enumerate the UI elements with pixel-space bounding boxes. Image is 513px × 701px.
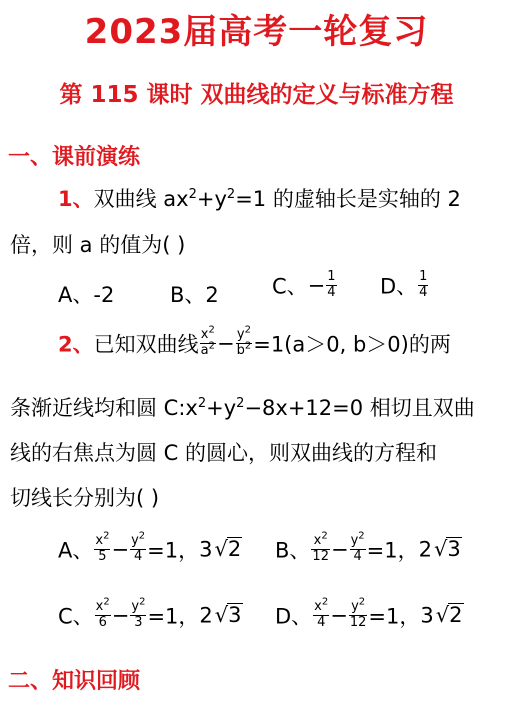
numerator: $y^2$ — [350, 530, 365, 548]
denominator: 3 — [134, 614, 143, 630]
exponent: 2 — [188, 187, 197, 202]
radicand: 3 — [228, 603, 242, 628]
question-2-line-2 — [10, 392, 475, 422]
radicand: 3 — [447, 537, 461, 562]
option-value: -2 — [93, 283, 115, 307]
square-root: √3 — [214, 603, 242, 628]
option-label: C、 — [272, 274, 308, 299]
equation-tail: =1， — [366, 538, 419, 563]
q2-option-c — [58, 596, 243, 631]
q2-option-a — [58, 530, 242, 565]
question-text: =1 的虚轴长是实轴的 2 — [235, 187, 461, 211]
radicand: 2 — [449, 603, 463, 628]
section-heading-practice: 一、课前演练 — [8, 145, 141, 170]
equation-tail: =1， — [147, 538, 200, 563]
question-number: 2、 — [58, 332, 94, 357]
denominator: 12 — [312, 548, 329, 564]
question-2-line-4: 切线长分别为( ) — [10, 486, 160, 510]
denominator: 5 — [98, 548, 107, 564]
numerator: $y^2$ — [236, 324, 251, 342]
option-label: A、 — [58, 283, 94, 307]
denominator: 12 — [349, 614, 367, 630]
fraction-y — [350, 530, 366, 565]
q2-option-d — [275, 596, 464, 631]
minus-sign: − — [216, 331, 235, 356]
fraction — [326, 270, 336, 301]
fraction-y — [349, 596, 368, 631]
coefficient: 3 — [420, 603, 434, 628]
coefficient: 2 — [418, 537, 432, 562]
exponent: 2 — [197, 396, 207, 411]
fraction-x — [94, 530, 110, 565]
numerator: $x^2$ — [314, 596, 329, 614]
option-label: B、 — [170, 283, 206, 307]
section-heading-review: 二、知识回顾 — [8, 669, 141, 694]
denominator: 4 — [133, 548, 143, 564]
minus-sign: − — [111, 537, 130, 562]
question-1-line-1 — [58, 183, 461, 213]
fraction-x — [95, 596, 111, 631]
coefficient: 2 — [199, 603, 213, 628]
numerator: $x^2$ — [95, 596, 110, 614]
q2-option-b — [275, 530, 462, 565]
lesson-subtitle: 第 115 课时 双曲线的定义与标准方程 — [59, 82, 454, 108]
denominator: 4 — [327, 284, 336, 300]
q1-option-d — [380, 270, 429, 301]
option-label: D、 — [380, 274, 418, 299]
question-1-line-2: 倍，则 a 的值为( ) — [10, 233, 186, 257]
question-2-line-1 — [58, 324, 451, 359]
numerator: 1 — [419, 269, 428, 284]
numerator: $y^2$ — [131, 530, 146, 548]
numerator: $x^2$ — [95, 530, 110, 548]
q1-option-c — [272, 270, 338, 301]
minus-sign: − — [307, 273, 326, 298]
option-label: D、 — [275, 604, 313, 629]
square-root: √2 — [435, 603, 463, 628]
fraction — [418, 270, 428, 301]
question-text: 条渐近线均和圆 C:x — [10, 396, 198, 420]
numerator: $y^2$ — [349, 600, 368, 616]
exponent: 2 — [236, 396, 245, 411]
equation-tail: =1， — [368, 604, 421, 629]
fraction-y — [130, 530, 146, 565]
question-text: −8x+12=0 相切且双曲 — [244, 396, 475, 420]
page-title: 2023届高考一轮复习 — [84, 12, 429, 52]
question-text: 已知双曲线 — [93, 332, 199, 357]
minus-sign: − — [330, 603, 348, 628]
denominator: 4 — [419, 284, 428, 300]
question-2-line-3: 线的右焦点为圆 C 的圆心，则双曲线的方程和 — [10, 441, 438, 465]
question-text: =1(a＞0, b＞0)的两 — [253, 332, 451, 357]
denominator: 4 — [317, 614, 326, 630]
fraction-y — [130, 596, 146, 631]
fraction-y2-b2 — [236, 324, 253, 359]
question-text: +y — [206, 396, 237, 420]
exponent: 2 — [226, 187, 236, 202]
square-root: √3 — [434, 537, 461, 562]
numerator: $y^2$ — [131, 596, 146, 614]
q1-option-b — [170, 279, 219, 309]
option-label: B、 — [275, 538, 311, 563]
numerator: $x^2$ — [200, 324, 215, 342]
q1-option-a — [58, 279, 114, 309]
coefficient: 3 — [199, 537, 213, 562]
numerator: 1 — [327, 269, 336, 284]
minus-sign: − — [330, 537, 349, 562]
denominator: 6 — [98, 614, 107, 630]
square-root: √2 — [214, 537, 242, 562]
denominator: 4 — [353, 548, 362, 564]
radicand: 2 — [227, 537, 242, 562]
denominator: $a^2$ — [200, 340, 215, 358]
option-label: A、 — [58, 538, 94, 563]
fraction-x2-a2 — [200, 324, 216, 359]
option-value: 2 — [205, 283, 219, 307]
minus-sign: − — [111, 603, 130, 628]
fraction-x — [313, 596, 329, 631]
fraction-x — [311, 530, 330, 565]
option-label: C、 — [58, 604, 94, 629]
numerator: $x^2$ — [311, 534, 330, 550]
question-text: +y — [196, 187, 227, 211]
equation-tail: =1， — [147, 604, 200, 629]
question-text: 双曲线 ax — [93, 187, 189, 211]
question-number: 1、 — [58, 187, 94, 211]
denominator: $b^2$ — [236, 340, 252, 358]
